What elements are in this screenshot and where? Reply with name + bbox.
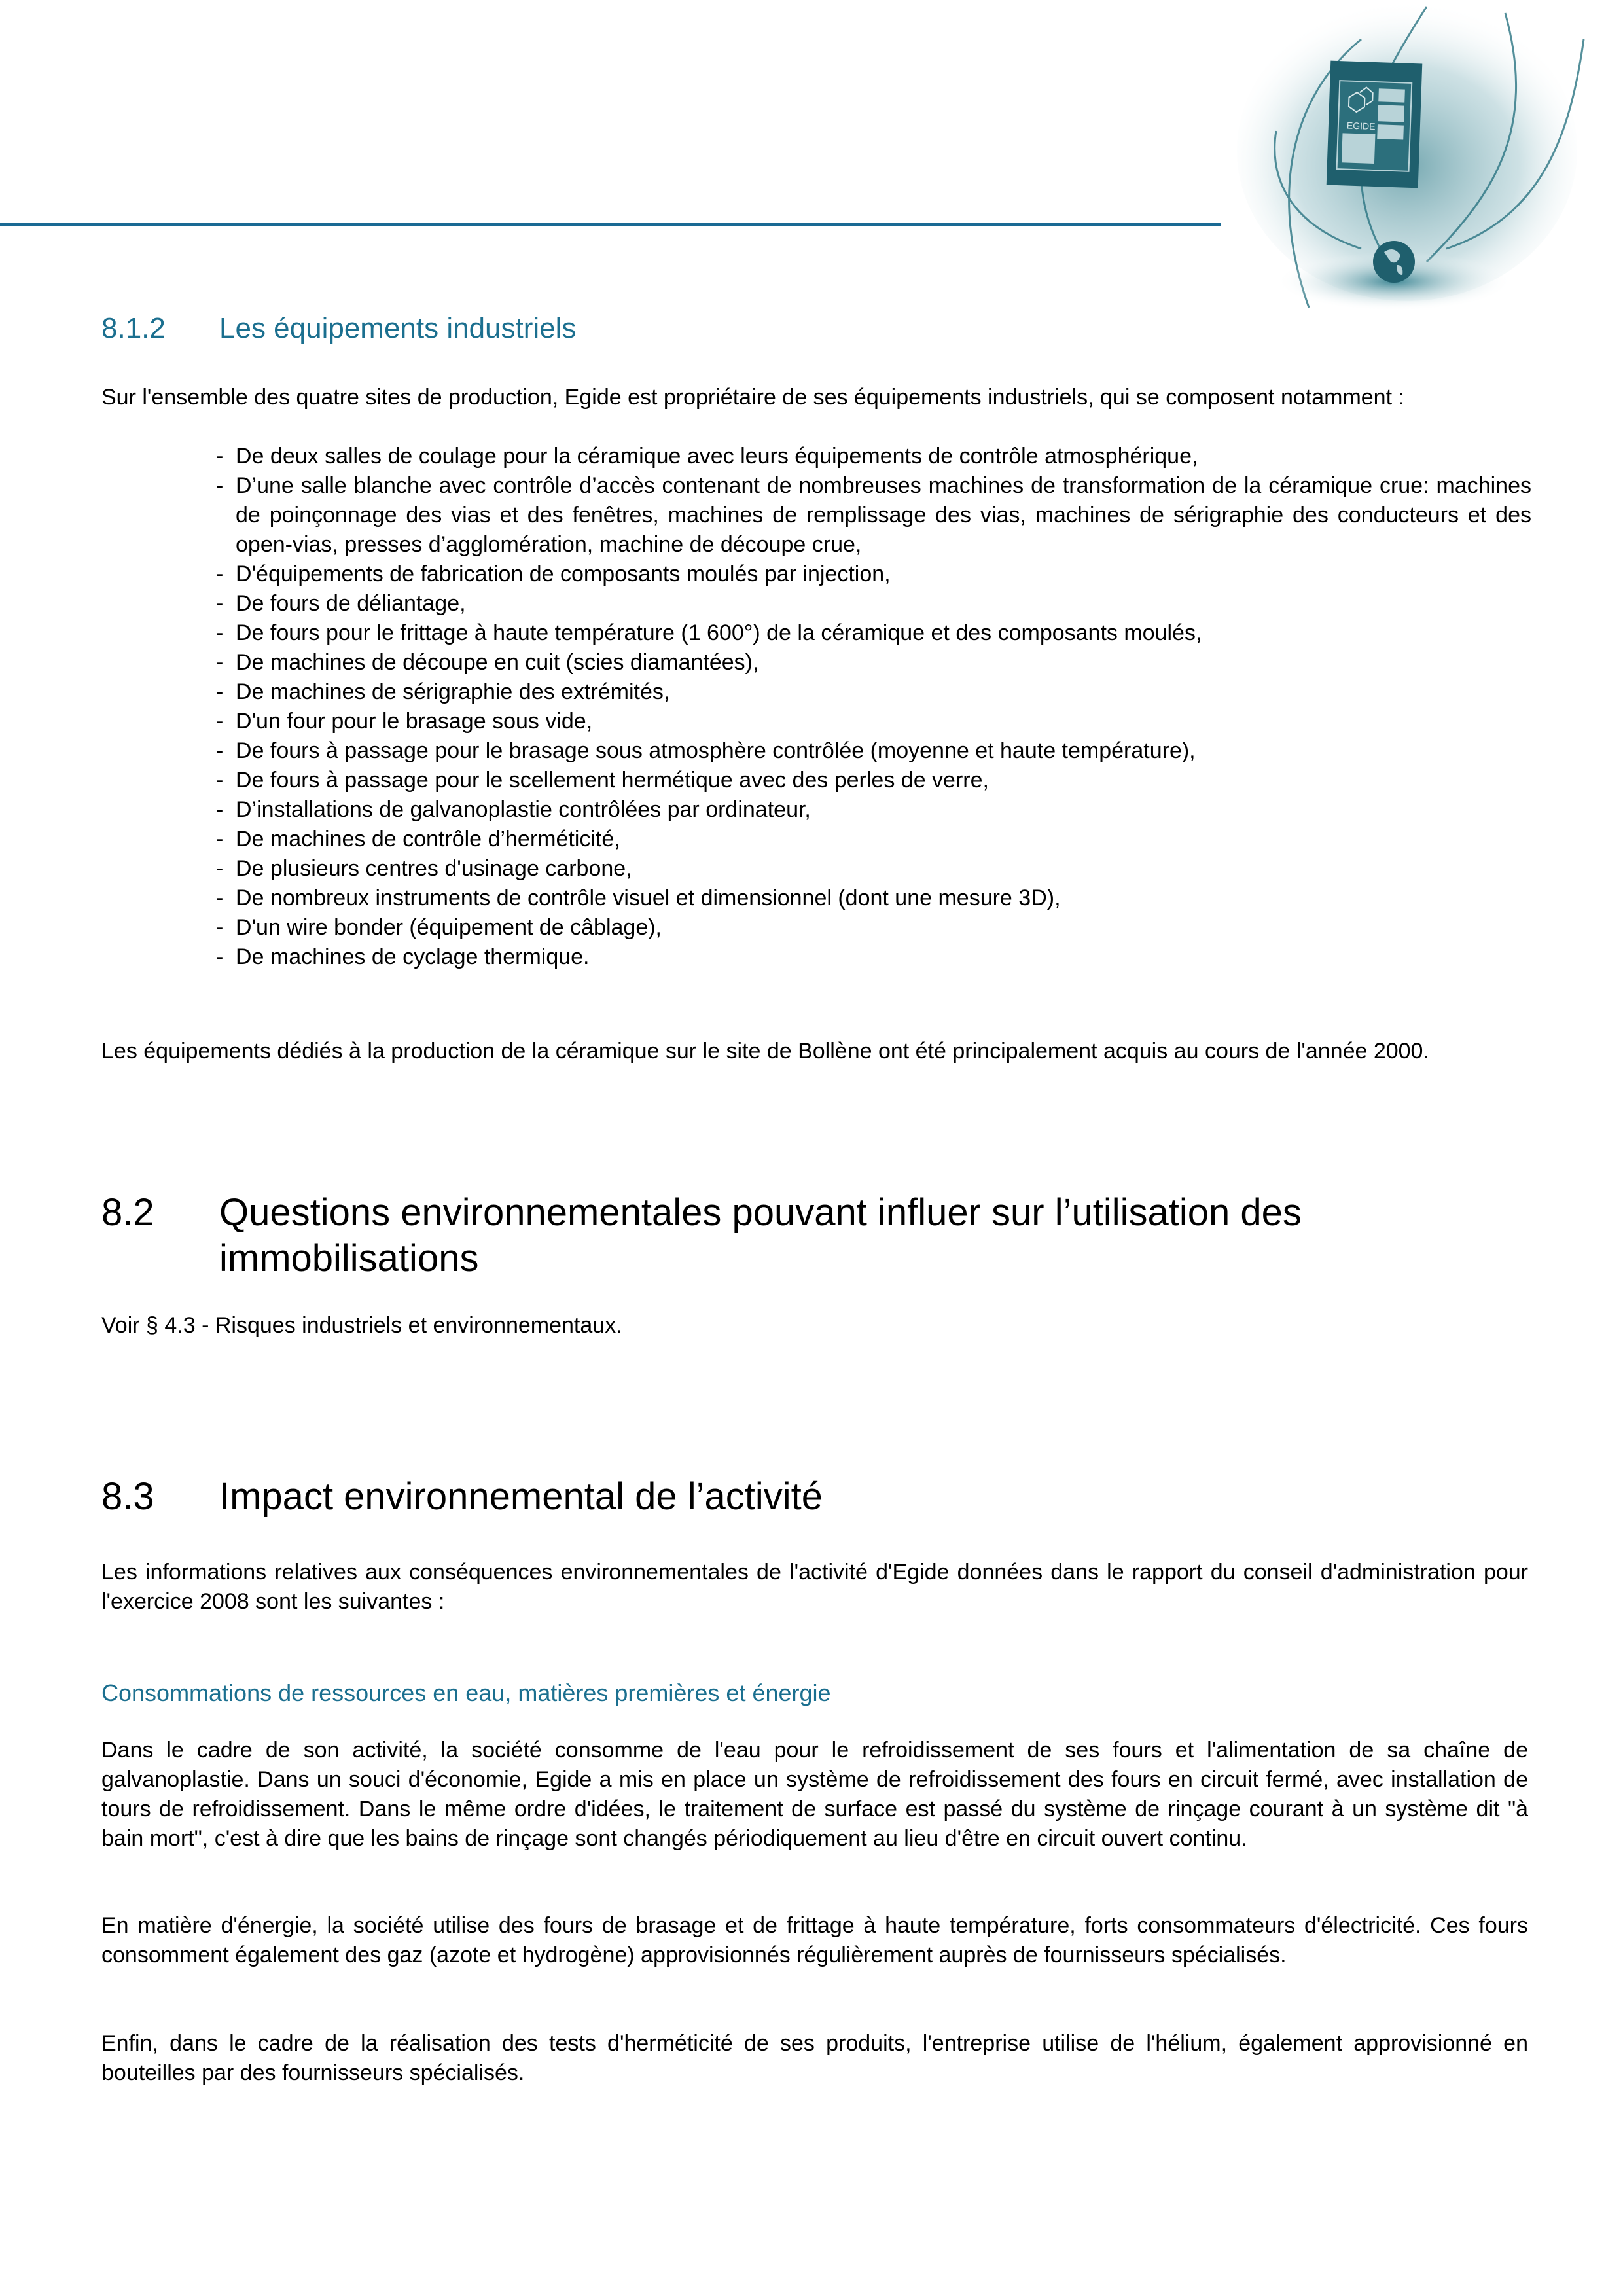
- list-item: - De machines de sérigraphie des extrémités,: [216, 679, 670, 704]
- list-item: - De machines de découpe en cuit (scies diamantées),: [216, 650, 759, 675]
- section-8-3-heading: [101, 1474, 1528, 1520]
- list-item: - De machines de contrôle d’herméticité,: [216, 827, 620, 852]
- list-item: - De plusieurs centres d'usinage carbone,: [216, 856, 632, 881]
- energy-paragraph: En matière d'énergie, la société utilise des fours de brasage et de frittage à haute température, forts consommateurs d'électricité. Ces fours consomment également des gaz (azote et hydrogène) approvisionnés régulièrement auprès de fournisseurs spécialisés.: [101, 1913, 1528, 1967]
- list-item: - De fours à passage pour le scellement hermétique avec des perles de verre,: [216, 768, 989, 793]
- list-item: - De fours pour le frittage à haute température (1 600°) de la céramique et des composants moulés,: [216, 620, 1202, 645]
- section-title: Les équipements industriels: [219, 312, 577, 344]
- section-number: 8.1.2: [101, 312, 166, 344]
- section-8-2-heading: [101, 1190, 1528, 1282]
- helium-paragraph: Enfin, dans le cadre de la réalisation des tests d'herméticité de ses produits, l'entreprise utilise de l'hélium, également approvisionné en bouteilles par des fournisseurs spécialisés.: [101, 2031, 1528, 2085]
- list-item: - De nombreux instruments de contrôle visuel et dimensionnel (dont une mesure 3D),: [216, 886, 1061, 910]
- section-8-1-2-heading: [101, 312, 1528, 346]
- svg-text:EGIDE: EGIDE: [1346, 120, 1376, 132]
- section-8-3-intro: Les informations relatives aux conséquences environnementales de l'activité d'Egide données dans le rapport du conseil d'administration pour l'exercice 2008 sont les suivantes :: [101, 1560, 1528, 1614]
- list-item: - De fours de déliantage,: [216, 591, 466, 616]
- list-item: - D’une salle blanche avec contrôle d’accès contenant de nombreuses machines de transformation de la céramique crue: machines de poinçonnage des vias et des fenêtres, machines de remplissage des vias, machines de sérigraphie des conducteurs et des open-vias, presses d’agglomération, machine de découpe crue,: [216, 473, 1531, 557]
- section-8-2-reference: Voir § 4.3 - Risques industriels et environnementaux.: [101, 1313, 622, 1338]
- section-title: Questions environnementales pouvant influer sur l’utilisation des immobilisations: [219, 1191, 1302, 1280]
- section-number: 8.3: [101, 1475, 154, 1518]
- list-item: - D'équipements de fabrication de composants moulés par injection,: [216, 562, 891, 586]
- section-number: 8.2: [101, 1191, 154, 1234]
- header-rule: [0, 223, 1221, 226]
- list-item: - De deux salles de coulage pour la céramique avec leurs équipements de contrôle atmosphérique,: [216, 444, 1198, 469]
- list-item: - De fours à passage pour le brasage sous atmosphère contrôlée (moyenne et haute température),: [216, 738, 1196, 763]
- equipment-list: [216, 442, 1531, 972]
- list-item: - De machines de cyclage thermique.: [216, 944, 590, 969]
- section-title: Impact environnemental de l’activité: [219, 1475, 823, 1518]
- equipment-intro-paragraph: Sur l'ensemble des quatre sites de production, Egide est propriétaire de ses équipements industriels, qui se composent notamment :: [101, 385, 1404, 410]
- resources-subheading: Consommations de ressources en eau, matières premières et énergie: [101, 1679, 831, 1706]
- list-item: - D'un four pour le brasage sous vide,: [216, 709, 593, 734]
- egide-logo-illustration-icon: [1230, 0, 1597, 321]
- list-item: - D'un wire bonder (équipement de câblage),: [216, 915, 662, 940]
- bollene-paragraph: Les équipements dédiés à la production de la céramique sur le site de Bollène ont été principalement acquis au cours de l'année 2000.: [101, 1039, 1429, 1064]
- list-item: - D’installations de galvanoplastie contrôlées par ordinateur,: [216, 797, 811, 822]
- water-paragraph: Dans le cadre de son activité, la société consomme de l'eau pour le refroidissement de ses fours et l'alimentation de sa chaîne de galvanoplastie. Dans un souci d'économie, Egide a mis en place un système de refroidissement des fours en circuit fermé, avec installation de tours de refroidissement. Dans le même ordre d'idées, le traitement de surface est passé du système de rinçage courant à un système dit "à bain mort", c'est à dire que les bains de rinçage sont changés périodiquement au lieu d'être en circuit ouvert continu.: [101, 1738, 1528, 1851]
